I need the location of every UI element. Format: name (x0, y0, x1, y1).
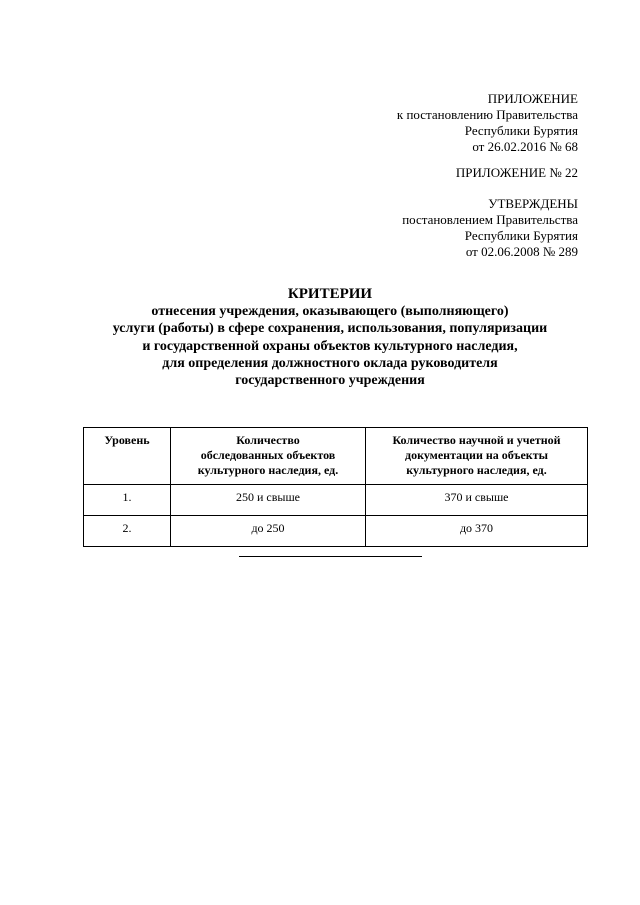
table-row (84, 516, 588, 547)
header-line: культурного наследия, ед. (406, 463, 547, 477)
table-row (84, 485, 588, 516)
approved-block (402, 196, 578, 260)
annex-line: к постановлению Правительства (396, 107, 578, 122)
cell-level: 1. (84, 485, 171, 516)
cell-objects: до 250 (171, 516, 366, 547)
annex-number-text: ПРИЛОЖЕНИЕ № 22 (455, 165, 578, 180)
annex-line: Республики Бурятия (464, 123, 578, 138)
subtitle-line: государственного учреждения (235, 373, 425, 389)
approved-line: Республики Бурятия (464, 228, 578, 243)
header-line: Уровень (104, 433, 150, 447)
annex-line: от 26.02.2016 № 68 (472, 139, 578, 154)
subtitle-line: услуги (работы) в сфере сохранения, использования, популяризации (112, 321, 548, 337)
document-title: КРИТЕРИИ (287, 286, 373, 302)
header-objects-count (171, 428, 366, 485)
document-title-block (60, 286, 600, 389)
table-header-row (84, 428, 588, 485)
criteria-table (83, 427, 588, 547)
approved-line: от 02.06.2008 № 289 (465, 244, 578, 259)
annex-number (456, 165, 578, 181)
annex-header (397, 91, 578, 155)
subtitle-line: для определения должностного оклада руководителя (162, 355, 498, 371)
cell-documentation: до 370 (366, 516, 588, 547)
cell-level: 2. (84, 516, 171, 547)
header-line: документации на объекты (405, 448, 548, 462)
subtitle-line: и государственной охраны объектов культурного наследия, (142, 338, 518, 354)
cell-documentation: 370 и свыше (366, 485, 588, 516)
header-line: культурного наследия, ед. (197, 463, 339, 477)
annex-line: ПРИЛОЖЕНИЕ (487, 91, 578, 106)
header-line: Количество (236, 433, 300, 447)
cell-objects: 250 и свыше (171, 485, 366, 516)
separator-line (239, 556, 422, 557)
approved-line: УТВЕРЖДЕНЫ (488, 196, 578, 211)
subtitle-line: отнесения учреждения, оказывающего (выполняющего) (151, 304, 509, 320)
header-line: Количество научной и учетной (392, 433, 561, 447)
approved-line: постановлением Правительства (402, 212, 578, 227)
header-line: обследованных объектов (200, 448, 336, 462)
header-level (84, 428, 171, 485)
header-documentation-count (366, 428, 588, 485)
